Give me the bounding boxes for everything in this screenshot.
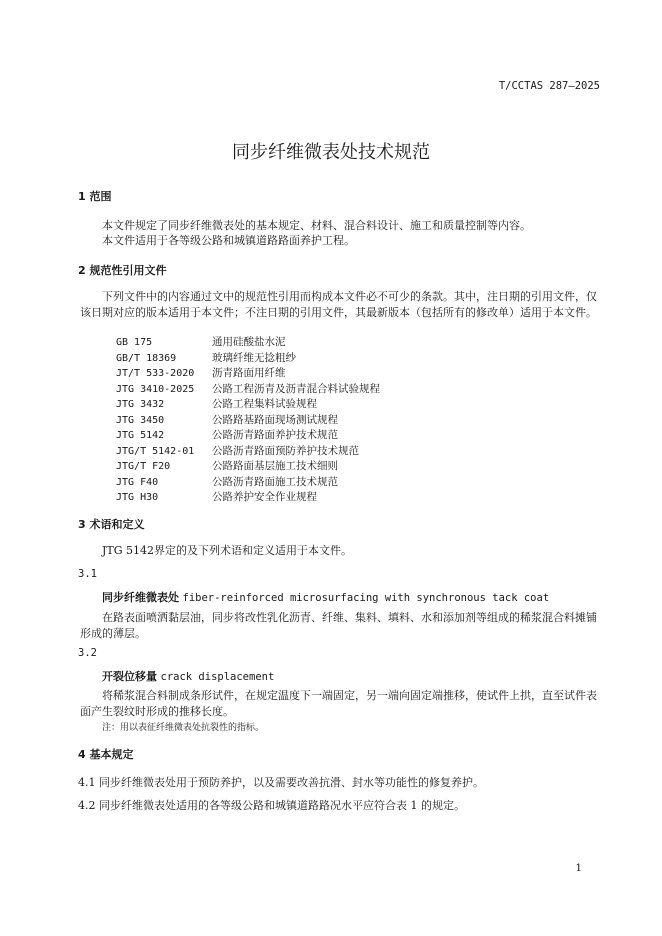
reference-code: JTG/T 5142-01 [116,445,195,457]
reference-title: 公路养护安全作业规程 [212,491,317,503]
section-3-intro: JTG 5142界定的及下列术语和定义适用于本文件。 [102,544,353,557]
clause-4-1: 4.1 同步纤维微表处用于预防养护，以及需要改善抗滑、封水等功能性的修复养护。 [78,776,484,789]
section-3-heading: 3 术语和定义 [78,518,145,531]
reference-title: 玻璃纤维无捻粗纱 [212,351,296,364]
reference-code: JTG/T F20 [116,461,171,472]
reference-code: GB 175 [116,337,153,348]
reference-item [116,366,380,382]
reference-item [116,351,380,367]
page-number: 1 [575,862,582,874]
reference-item [116,459,380,475]
reference-title: 公路路基路面现场测试规程 [212,413,338,426]
section-1-heading: 1 范围 [78,190,112,203]
reference-code: JTG 3432 [116,399,165,410]
reference-title: 公路路面基层施工技术细则 [212,460,338,472]
reference-item [116,413,380,429]
reference-item [116,444,380,460]
reference-title: 公路沥青路面施工技术规范 [212,475,338,488]
term-number: 3.2 [78,647,97,659]
reference-item [116,382,380,398]
term-definition: 在路表面喷洒黏层油，同步将改性乳化沥青、纤维、集料、填料、水和添加剂等组成的稀浆混合料摊铺形成的薄层。 [80,611,597,640]
reference-title: 公路沥青路面养护技术规范 [212,429,338,441]
reference-code: JTG F40 [116,476,159,488]
reference-title: 通用硅酸盐水泥 [212,336,286,348]
reference-title: 公路沥青路面预防养护技术规范 [212,444,359,457]
term-number: 3.1 [78,568,97,580]
reference-list [116,335,380,506]
reference-code: JT/T 533-2020 [116,368,195,379]
reference-title: 沥青路面用纤维 [212,367,286,379]
section-2-heading: 2 规范性引用文件 [78,264,167,277]
section-4-heading: 4 基本规定 [78,748,134,761]
clause-4-2: 4.2 同步纤维微表处适用的各等级公路和城镇道路路况水平应符合表 1 的规定。 [78,799,465,812]
reference-item [116,397,380,413]
section-2-intro: 下列文件中的内容通过文中的规范性引用而构成本文件必不可少的条款。其中，注日期的引用文件，仅该日期对应的版本适用于本文件；不注日期的引用文件，其最新版本（包括所有的修改单）适用于本文件。 [80,290,597,319]
reference-item [116,475,380,491]
reference-code: JTG 3450 [116,414,165,426]
reference-code: GB/T 18369 [116,352,177,364]
section-1-paragraph-1: 本文件规定了同步纤维微表处的基本规定、材料、混合料设计、施工和质量控制等内容。 [102,219,531,232]
reference-item [116,428,380,444]
document-title: 同步纤维微表处技术规范 [232,142,430,163]
reference-title: 公路工程沥青及沥青混合料试验规程 [212,382,380,395]
term-definition: 将稀浆混合料制成条形试件，在规定温度下一端固定，另一端向固定端推移，使试件上拱，直至试件表面产生裂纹时形成的推移长度。 [80,689,597,718]
term-name [102,589,549,605]
standard-code-header: T/CCTAS 287—2025 [498,80,600,92]
reference-item [116,490,380,506]
reference-code: JTG 5142 [116,430,165,441]
term-name-en: fiber-reinforced microsurfacing with synchronous tack coat [182,592,550,604]
reference-title: 公路工程集料试验规程 [212,398,317,410]
reference-code: JTG 3410-2025 [116,383,195,395]
reference-item [116,335,380,351]
term-name-zh: 开裂位移量 [102,670,157,683]
term-name [102,668,274,684]
term-name-zh: 同步纤维微表处 [102,591,179,604]
section-1-paragraph-2: 本文件适用于各等级公路和城镇道路路面养护工程。 [102,234,355,247]
reference-code: JTG H30 [116,492,159,503]
term-name-en: crack displacement [160,671,275,683]
term-note: 注：用以表征纤维微表处抗裂性的指标。 [102,723,265,733]
